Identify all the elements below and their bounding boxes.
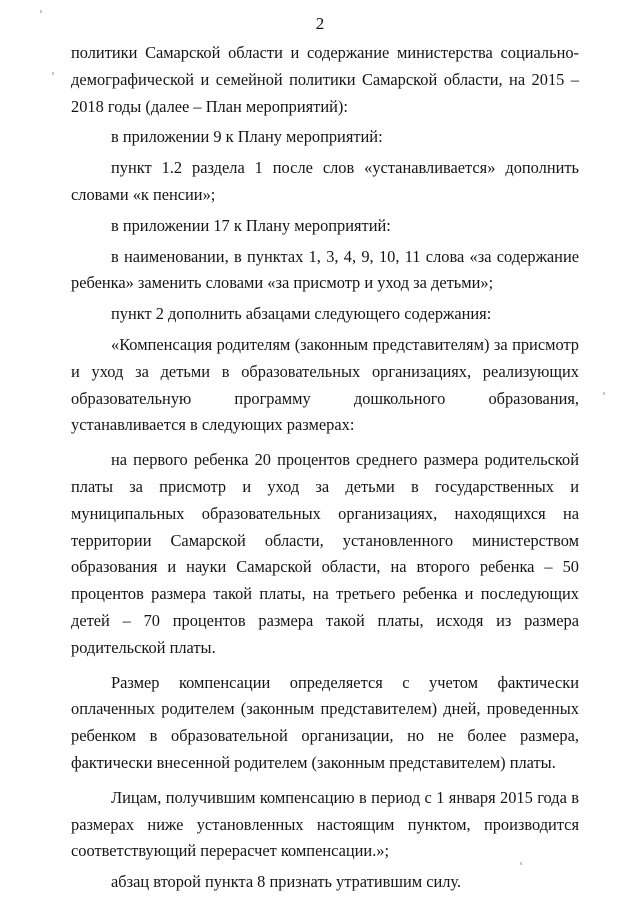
document-body (71, 40, 579, 896)
paragraph-compensation-rates: на первого ребенка 20 процентов среднего размера родительской платы за присмотр и уход за детьми в государственных и муниципальных образовательных организациях, находящихся на территории Самарской области, установленного министерством образования и науки Самарской области, на второго ребенка – 50 процентов размера такой платы, на третьего ребенка и последующих детей – 70 процентов размера такой платы, исходя из размера родительской платы. (71, 450, 579, 657)
paragraph-appendix-9: в приложении 9 к Плану мероприятий: (111, 127, 383, 147)
scan-speck (520, 862, 522, 865)
paragraph-compensation-intro: «Компенсация родителям (законным представителям) за присмотр и уход за детьми в образовательных организациях, реализующих образовательную программу дошкольного образования, устанавливается в следующих размерах: (71, 334, 579, 435)
scan-speck (52, 72, 54, 75)
scan-speck (603, 392, 605, 395)
paragraph-item-1-2: пункт 1.2 раздела 1 после слов «устанавливается» дополнить словами «к пенсии»; (71, 158, 579, 204)
paragraph-item-8-repeal: абзац второй пункта 8 признать утратившим силу. (111, 872, 462, 892)
paragraph-compensation-calculation: Размер компенсации определяется с учетом фактически оплаченных родителем (законным представителем) дней, проведенных ребенком в образовательной организации, но не более размера, фактически внесенной родителем (законным представителем) платы. (71, 672, 579, 772)
paragraph-recalculation: Лицам, получившим компенсацию в период с 1 января 2015 года в размерах ниже установленных настоящим пунктом, производится соответствующий перерасчет компенсации.»; (71, 787, 579, 861)
paragraph-naming-change: в наименовании, в пунктах 1, 3, 4, 9, 10, 11 слова «за содержание ребенка» заменить словами «за присмотр и уход за детьми»; (71, 246, 579, 293)
paragraph-continuation: политики Самарской области и содержание министерства социально-демографической и семейной политики Самарской области, на 2015 – 2018 годы (далее – План мероприятий): (71, 43, 579, 116)
paragraph-appendix-17: в приложении 17 к Плану мероприятий: (111, 215, 391, 235)
scan-speck (40, 10, 42, 13)
paragraph-item-2-addition: пункт 2 дополнить абзацами следующего содержания: (111, 304, 492, 324)
page-number: 2 (315, 14, 325, 33)
